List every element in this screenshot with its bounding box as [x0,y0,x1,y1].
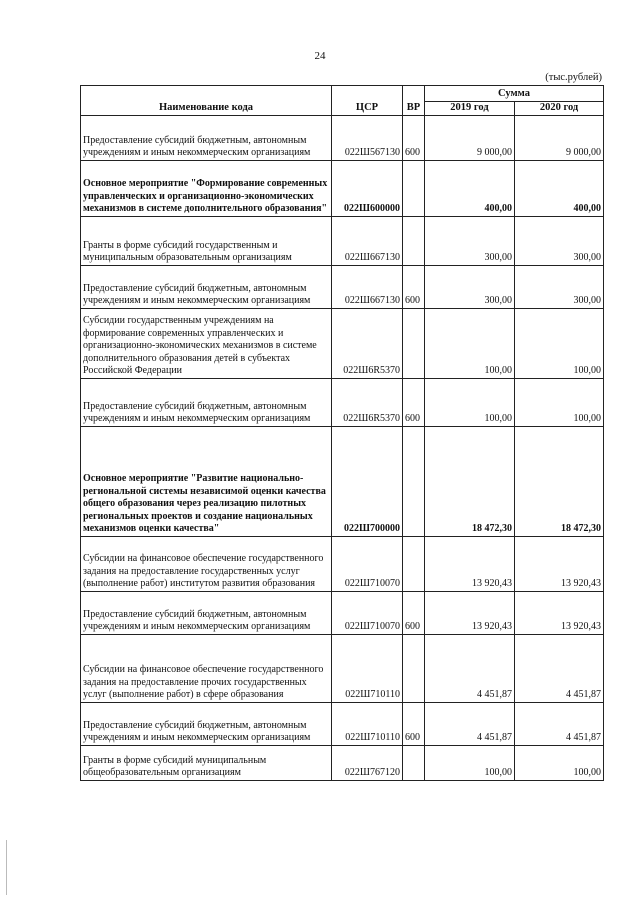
row-2020: 100,00 [515,309,604,379]
header-csr: ЦСР [332,86,403,116]
row-vr [403,217,425,266]
table-row [81,266,604,309]
row-2020: 300,00 [515,266,604,309]
row-vr: 600 [403,116,425,161]
row-2020: 300,00 [515,217,604,266]
row-vr [403,427,425,537]
row-name: Предоставление субсидий бюджетным, автономным учреждениям и иным некоммерческим организациям [81,266,332,309]
row-2019: 300,00 [425,217,515,266]
row-vr [403,537,425,592]
header-name: Наименование кода [81,86,332,116]
table-row [81,746,604,781]
row-vr [403,161,425,217]
row-csr: 022Ш700000 [332,427,403,537]
row-vr: 600 [403,379,425,427]
row-name: Предоставление субсидий бюджетным, автономным учреждениям и иным некоммерческим организациям [81,116,332,161]
table-row [81,703,604,746]
row-name: Предоставление субсидий бюджетным, автономным учреждениям и иным некоммерческим организациям [81,592,332,635]
row-2019: 18 472,30 [425,427,515,537]
row-vr [403,309,425,379]
header-2020: 2020 год [515,102,604,116]
row-csr: 022Ш600000 [332,161,403,217]
row-2019: 4 451,87 [425,703,515,746]
table-row [81,217,604,266]
row-vr [403,635,425,703]
header-2019: 2019 год [425,102,515,116]
row-csr: 022Ш567130 [332,116,403,161]
row-csr: 022Ш710070 [332,592,403,635]
row-name: Предоставление субсидий бюджетным, автономным учреждениям и иным некоммерческим организациям [81,379,332,427]
units-label: (тыс.рублей) [545,72,602,83]
row-csr: 022Ш710070 [332,537,403,592]
table-row [81,537,604,592]
row-name: Субсидии на финансовое обеспечение государственного задания на предоставление государственных услуг (выполнение работ) институтом развития образования [81,537,332,592]
row-csr: 022Ш767120 [332,746,403,781]
table-row [81,116,604,161]
table-row [81,309,604,379]
row-vr: 600 [403,592,425,635]
row-csr: 022Ш710110 [332,703,403,746]
row-2020: 100,00 [515,379,604,427]
row-name: Субсидии государственным учреждениям на формирование современных управленческих и организационно-экономических механизмов в системе дополнительного образования детей в субъектах Российской Федерации [81,309,332,379]
row-name: Гранты в форме субсидий государственным и муниципальным образовательным организациям [81,217,332,266]
table-row [81,161,604,217]
row-2019: 9 000,00 [425,116,515,161]
row-2019: 100,00 [425,379,515,427]
table-row [81,635,604,703]
row-csr: 022Ш6R5370 [332,379,403,427]
row-name: Субсидии на финансовое обеспечение государственного задания на предоставление прочих государственных услуг (выполнение работ) в сфере образования [81,635,332,703]
table-row [81,379,604,427]
header-vr: ВР [403,86,425,116]
row-2019: 100,00 [425,309,515,379]
row-2019: 300,00 [425,266,515,309]
row-vr: 600 [403,266,425,309]
row-2019: 13 920,43 [425,592,515,635]
row-csr: 022Ш667130 [332,217,403,266]
page-number: 24 [314,50,326,62]
row-csr: 022Ш6R5370 [332,309,403,379]
row-2020: 9 000,00 [515,116,604,161]
row-2020: 4 451,87 [515,635,604,703]
table-row [81,427,604,537]
row-csr: 022Ш667130 [332,266,403,309]
row-vr [403,746,425,781]
row-2020: 400,00 [515,161,604,217]
row-name: Гранты в форме субсидий муниципальным общеобразовательным организациям [81,746,332,781]
row-2019: 100,00 [425,746,515,781]
row-2020: 13 920,43 [515,537,604,592]
header-sum: Сумма [425,86,604,102]
row-2020: 18 472,30 [515,427,604,537]
row-vr: 600 [403,703,425,746]
row-2019: 4 451,87 [425,635,515,703]
row-2019: 400,00 [425,161,515,217]
row-csr: 022Ш710110 [332,635,403,703]
table-row [81,592,604,635]
row-name: Основное мероприятие "Развитие национально-региональной системы независимой оценки качества общего образования через реализацию пилотных региональных проектов и создание национальных механизмов оценки качества" [81,427,332,537]
scan-edge-mark [6,840,7,895]
row-2020: 4 451,87 [515,703,604,746]
row-name: Предоставление субсидий бюджетным, автономным учреждениям и иным некоммерческим организациям [81,703,332,746]
row-2020: 13 920,43 [515,592,604,635]
budget-table [80,85,604,781]
row-2019: 13 920,43 [425,537,515,592]
row-2020: 100,00 [515,746,604,781]
row-name: Основное мероприятие "Формирование современных управленческих и организационно-экономических механизмов в системе дополнительного образования" [81,161,332,217]
